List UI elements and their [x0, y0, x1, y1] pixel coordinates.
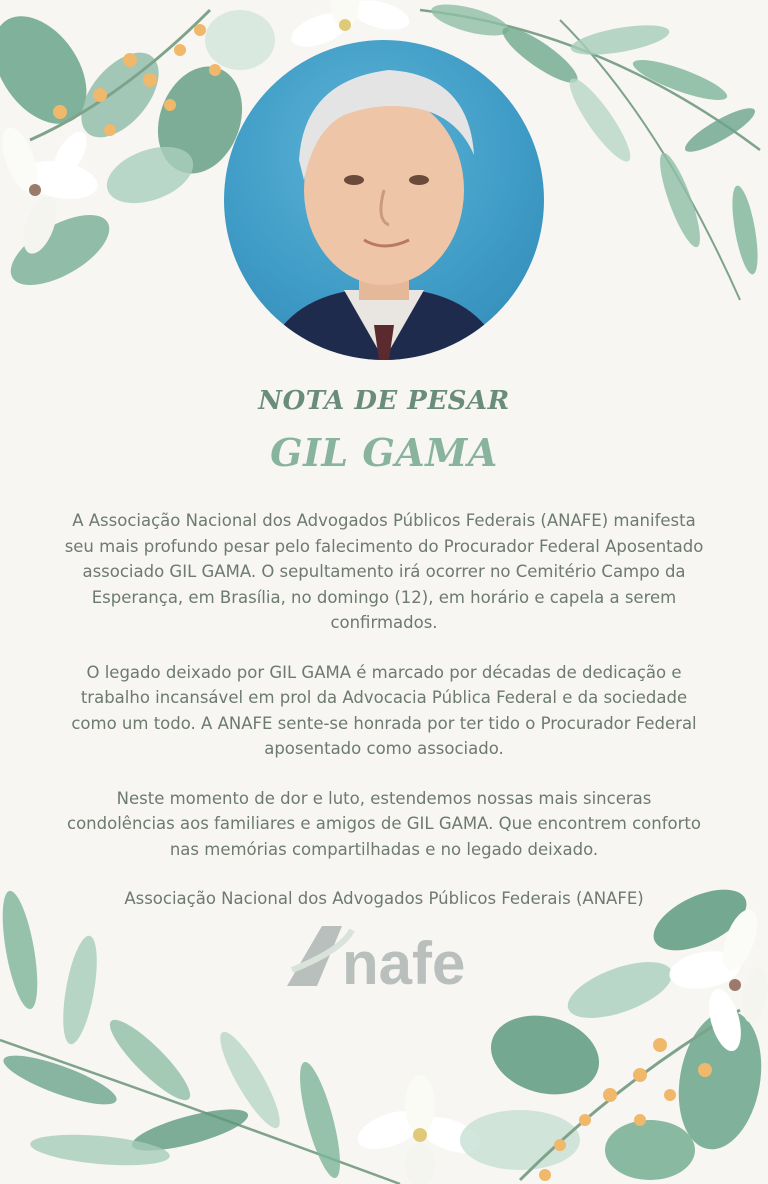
logo-wordmark: nafe	[342, 930, 466, 992]
paragraph: A Associação Nacional dos Advogados Públicos Federais (ANAFE) manifesta seu mais profundo pesar pelo falecimento do Procurador Federal Aposentado associado GIL GAMA. O sepultamento irá ocorrer no Cemitério Campo da Esperança, em Brasília, no domingo (12), em horário e capela a serem confirmados.	[64, 511, 704, 632]
portrait-figure-icon	[224, 40, 544, 360]
portrait-photo	[224, 40, 544, 360]
heading: NOTA DE PESAR	[258, 386, 510, 416]
message-body	[64, 508, 704, 936]
bottom-floral-decoration	[0, 880, 768, 1184]
bottom-left-leaves-icon	[0, 888, 400, 1184]
paragraph: Neste momento de dor e luto, estendemos nossas mais sinceras condolências aos familiares e amigos de GIL GAMA. Que encontrem conforto nas memórias compartilhadas e no legado deixado.	[67, 788, 701, 859]
signature: Associação Nacional dos Advogados Públicos Federais (ANAFE)	[124, 889, 644, 908]
deceased-name: GIL GAMA	[270, 430, 498, 475]
paragraph: O legado deixado por GIL GAMA é marcado por décadas de dedicação e trabalho incansável em prol da Advocacia Pública Federal e da sociedade como um todo. A ANAFE sente-se honrada por ter tido o Procurador Federal aposentado como associado.	[71, 662, 697, 758]
